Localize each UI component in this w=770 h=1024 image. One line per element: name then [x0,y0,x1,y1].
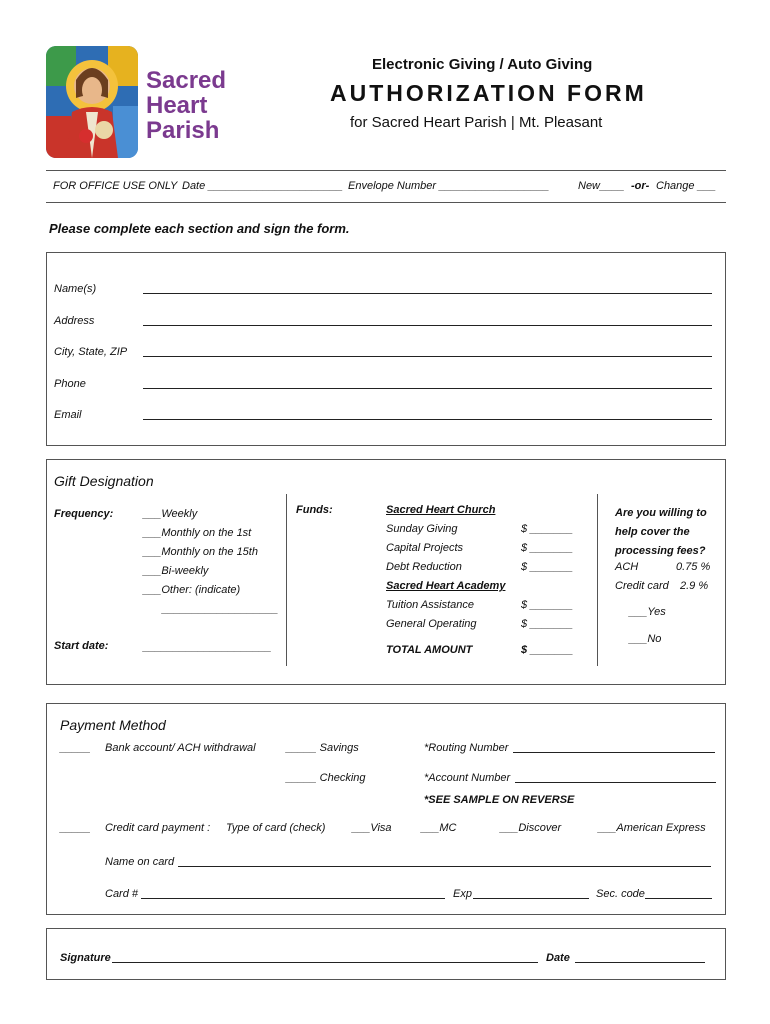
frequency-weekly[interactable]: ___Weekly [143,508,198,520]
signature-label: Signature [60,952,111,964]
card-number-field[interactable] [141,898,445,899]
instructions: Please complete each section and sign the form. [49,221,350,236]
frequency-monthly-15th[interactable]: ___Monthly on the 15th [143,546,258,558]
gift-heading: Gift Designation [54,473,154,489]
city-state-zip-label: City, State, ZIP [54,346,128,358]
logo-line: Sacred [146,67,227,94]
fund-tuition-assistance: Tuition Assistance [386,599,475,611]
office-new[interactable]: New____ [578,180,625,192]
contact-section [46,252,726,446]
routing-number-label: *Routing Number [424,742,509,754]
fees-question-line: help cover the [615,526,690,538]
ach-fee-value: 0.75 % [676,561,711,573]
total-amount-label: TOTAL AMOUNT [386,644,473,656]
funds-divider-right [597,494,598,666]
logo-line: Parish [146,117,220,144]
general-operating-amount[interactable]: $ _______ [521,618,573,630]
card-number-label: Card # [105,888,139,900]
tuition-assistance-amount[interactable]: $ _______ [521,599,573,611]
fees-question-line: Are you willing to [615,507,707,519]
fund-capital-projects: Capital Projects [386,542,464,554]
frequency-label: Frequency: [54,508,114,520]
fees-question [615,504,707,561]
fund-sunday-giving: Sunday Giving [386,523,458,535]
academy-heading: Sacred Heart Academy [386,580,506,592]
cc-fee-label: Credit card [615,580,669,592]
exp-label: Exp [453,888,472,900]
start-date-label: Start date: [54,640,109,652]
funds-divider-left [286,494,287,666]
card-amex-option[interactable]: ___American Express [598,822,706,834]
parish-logo-image [46,46,138,158]
frequency-monthly-1st[interactable]: ___Monthly on the 1st [143,527,252,539]
signature-date-field[interactable] [575,962,705,963]
card-visa-option[interactable]: ___Visa [352,822,392,834]
start-date-field[interactable]: _____________________ [143,641,272,653]
bank-option-label: Bank account/ ACH withdrawal [105,742,256,754]
fees-yes[interactable]: ___Yes [629,606,666,618]
routing-number-field[interactable] [513,752,715,753]
fees-question-line: processing fees? [615,545,706,557]
sec-code-label: Sec. code [596,888,645,900]
payment-method-section [46,703,726,915]
church-heading: Sacred Heart Church [386,504,496,516]
cc-fee-value: 2.9 % [680,580,709,592]
office-top-rule [46,170,726,171]
frequency-other-field[interactable]: ___________________ [162,603,279,615]
savings-option[interactable]: _____ Savings [286,742,359,754]
capital-projects-amount[interactable]: $ _______ [521,542,573,554]
sunday-giving-amount[interactable]: $ _______ [521,523,573,535]
phone-field[interactable] [143,388,712,389]
cc-option-label: Credit card payment : [105,822,211,834]
office-or: -or- [631,180,650,192]
payment-heading: Payment Method [60,717,166,733]
name-on-card-label: Name on card [105,856,175,868]
frequency-other[interactable]: ___Other: (indicate) [143,584,241,596]
city-state-zip-field[interactable] [143,356,712,357]
name-label: Name(s) [54,283,97,295]
form-title: AUTHORIZATION FORM [330,80,647,106]
debt-reduction-amount[interactable]: $ _______ [521,561,573,573]
card-type-label: Type of card (check) [226,822,326,834]
office-change[interactable]: Change ___ [656,180,716,192]
sec-code-field[interactable] [645,898,712,899]
office-bottom-rule [46,202,726,203]
fund-debt-reduction: Debt Reduction [386,561,462,573]
sample-note: *SEE SAMPLE ON REVERSE [424,794,575,806]
cc-option-blank[interactable]: _____ [60,822,91,834]
phone-label: Phone [54,378,86,390]
account-number-field[interactable] [515,782,716,783]
ach-fee-label: ACH [615,561,639,573]
parish-logo-text [146,68,226,143]
form-kicker: Electronic Giving / Auto Giving [372,56,593,73]
logo-line: Heart [146,92,208,119]
fees-no[interactable]: ___No [629,633,662,645]
exp-field[interactable] [473,898,589,899]
address-label: Address [54,315,95,327]
signature-field[interactable] [112,962,538,963]
office-use-label: FOR OFFICE USE ONLY [53,180,178,192]
email-field[interactable] [143,419,712,420]
fund-general-operating: General Operating [386,618,477,630]
total-amount-field[interactable]: $ _______ [521,644,573,656]
checking-option[interactable]: _____ Checking [286,772,366,784]
office-date[interactable]: Date ______________________ [182,180,343,192]
signature-section [46,928,726,980]
address-field[interactable] [143,325,712,326]
frequency-biweekly[interactable]: ___Bi-weekly [143,565,209,577]
account-number-label: *Account Number [424,772,511,784]
office-envelope-number[interactable]: Envelope Number __________________ [348,180,550,192]
name-field[interactable] [143,293,712,294]
signature-date-label: Date [546,952,570,964]
funds-label: Funds: [296,504,333,516]
email-label: Email [54,409,82,421]
card-discover-option[interactable]: ___Discover [500,822,562,834]
bank-option-blank[interactable]: _____ [60,742,91,754]
form-subtitle: for Sacred Heart Parish | Mt. Pleasant [350,114,603,131]
card-mc-option[interactable]: ___MC [421,822,457,834]
name-on-card-field[interactable] [178,866,711,867]
